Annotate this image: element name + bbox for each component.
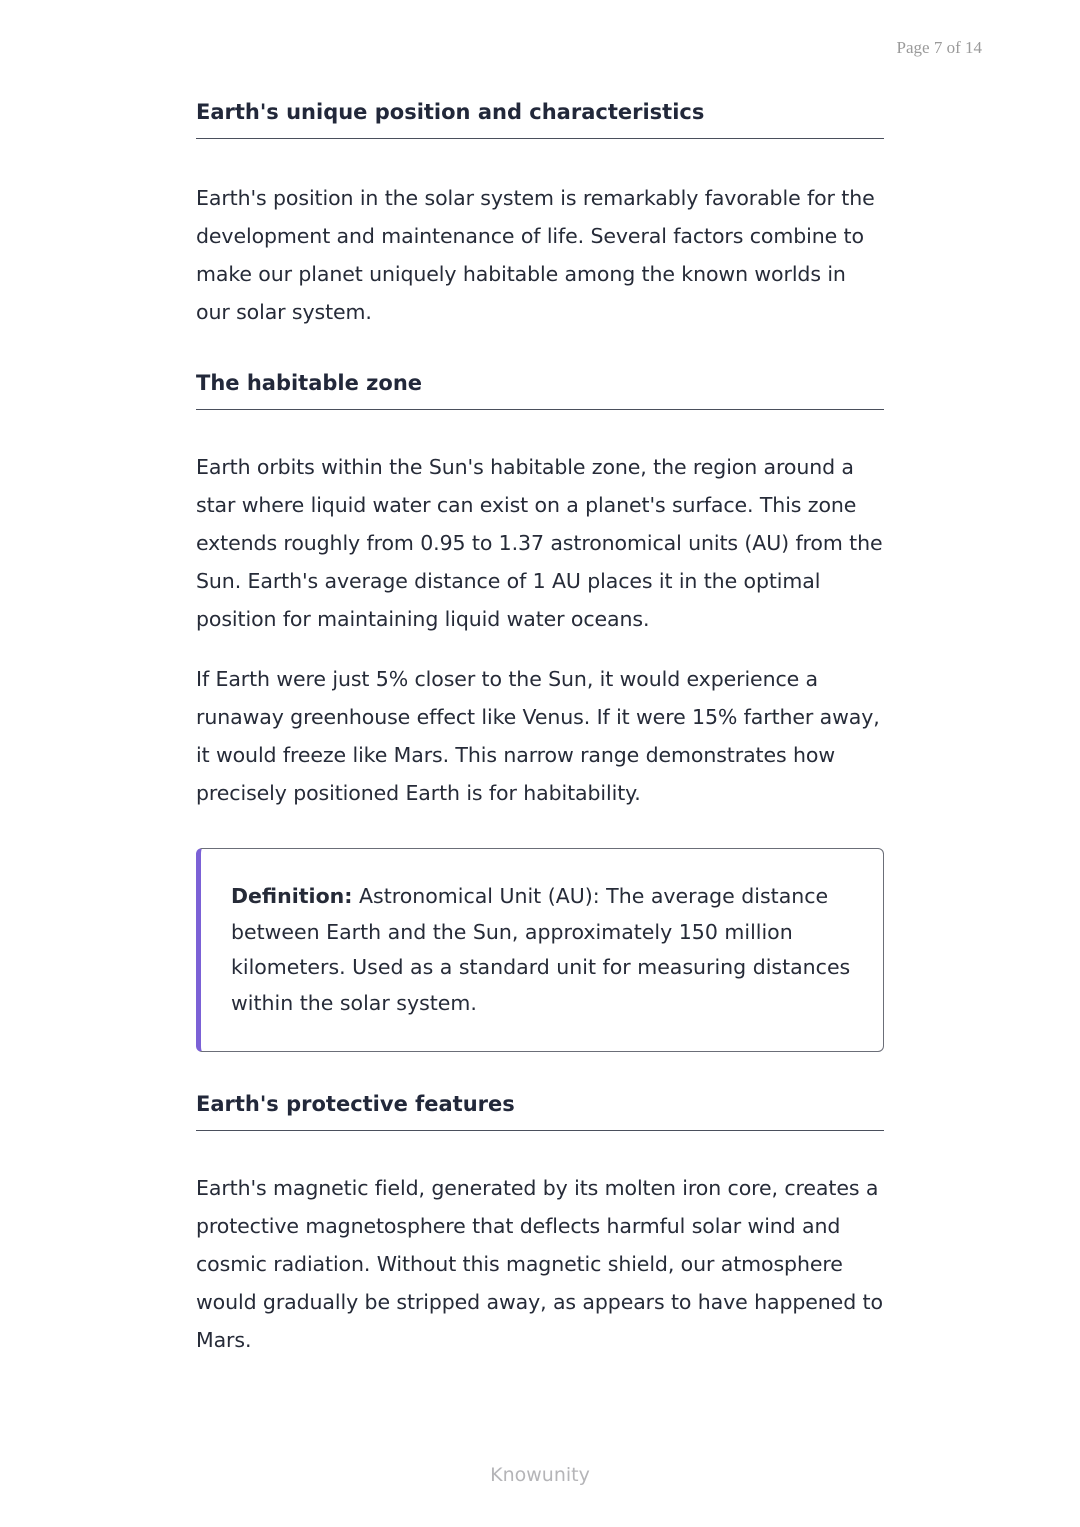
section-heading-unique-position: Earth's unique position and characteristics bbox=[196, 100, 884, 139]
section-heading-protective-features: Earth's protective features bbox=[196, 1092, 884, 1131]
section-heading-habitable-zone: The habitable zone bbox=[196, 371, 884, 410]
definition-body: Astronomical Unit (AU): The average distance between Earth and the Sun, approximately 150 million kilometers. Used as a standard unit for measuring distances within the solar system. bbox=[231, 884, 851, 1015]
definition-label: Definition: bbox=[231, 884, 353, 908]
definition-text bbox=[231, 879, 853, 1021]
paragraph-unique-position: Earth's position in the solar system is remarkably favorable for the development and maintenance of life. Several factors combine to make our planet uniquely habitable among the known worlds in our solar system. bbox=[196, 186, 875, 324]
definition-box bbox=[196, 848, 884, 1052]
paragraph-habitable-zone-1: Earth orbits within the Sun's habitable zone, the region around a star where liquid water can exist on a planet's surface. This zone extends roughly from 0.95 to 1.37 astronomical units (AU) from the Sun. Earth's average distance of 1 AU places it in the optimal position for maintaining liquid water oceans. bbox=[196, 455, 883, 631]
document-content bbox=[196, 100, 884, 1359]
footer-brand-logo: Knowunity bbox=[490, 1464, 590, 1486]
page-number: Page 7 of 14 bbox=[896, 38, 982, 57]
paragraph-habitable-zone-2: If Earth were just 5% closer to the Sun, it would experience a runaway greenhouse effect like Venus. If it were 15% farther away, it would freeze like Mars. This narrow range demonstrates how precisely positioned Earth is for habitability. bbox=[196, 667, 880, 805]
paragraph-protective-features: Earth's magnetic field, generated by its molten iron core, creates a protective magnetosphere that deflects harmful solar wind and cosmic radiation. Without this magnetic shield, our atmosphere would gradually be stripped away, as appears to have happened to Mars. bbox=[196, 1176, 883, 1352]
